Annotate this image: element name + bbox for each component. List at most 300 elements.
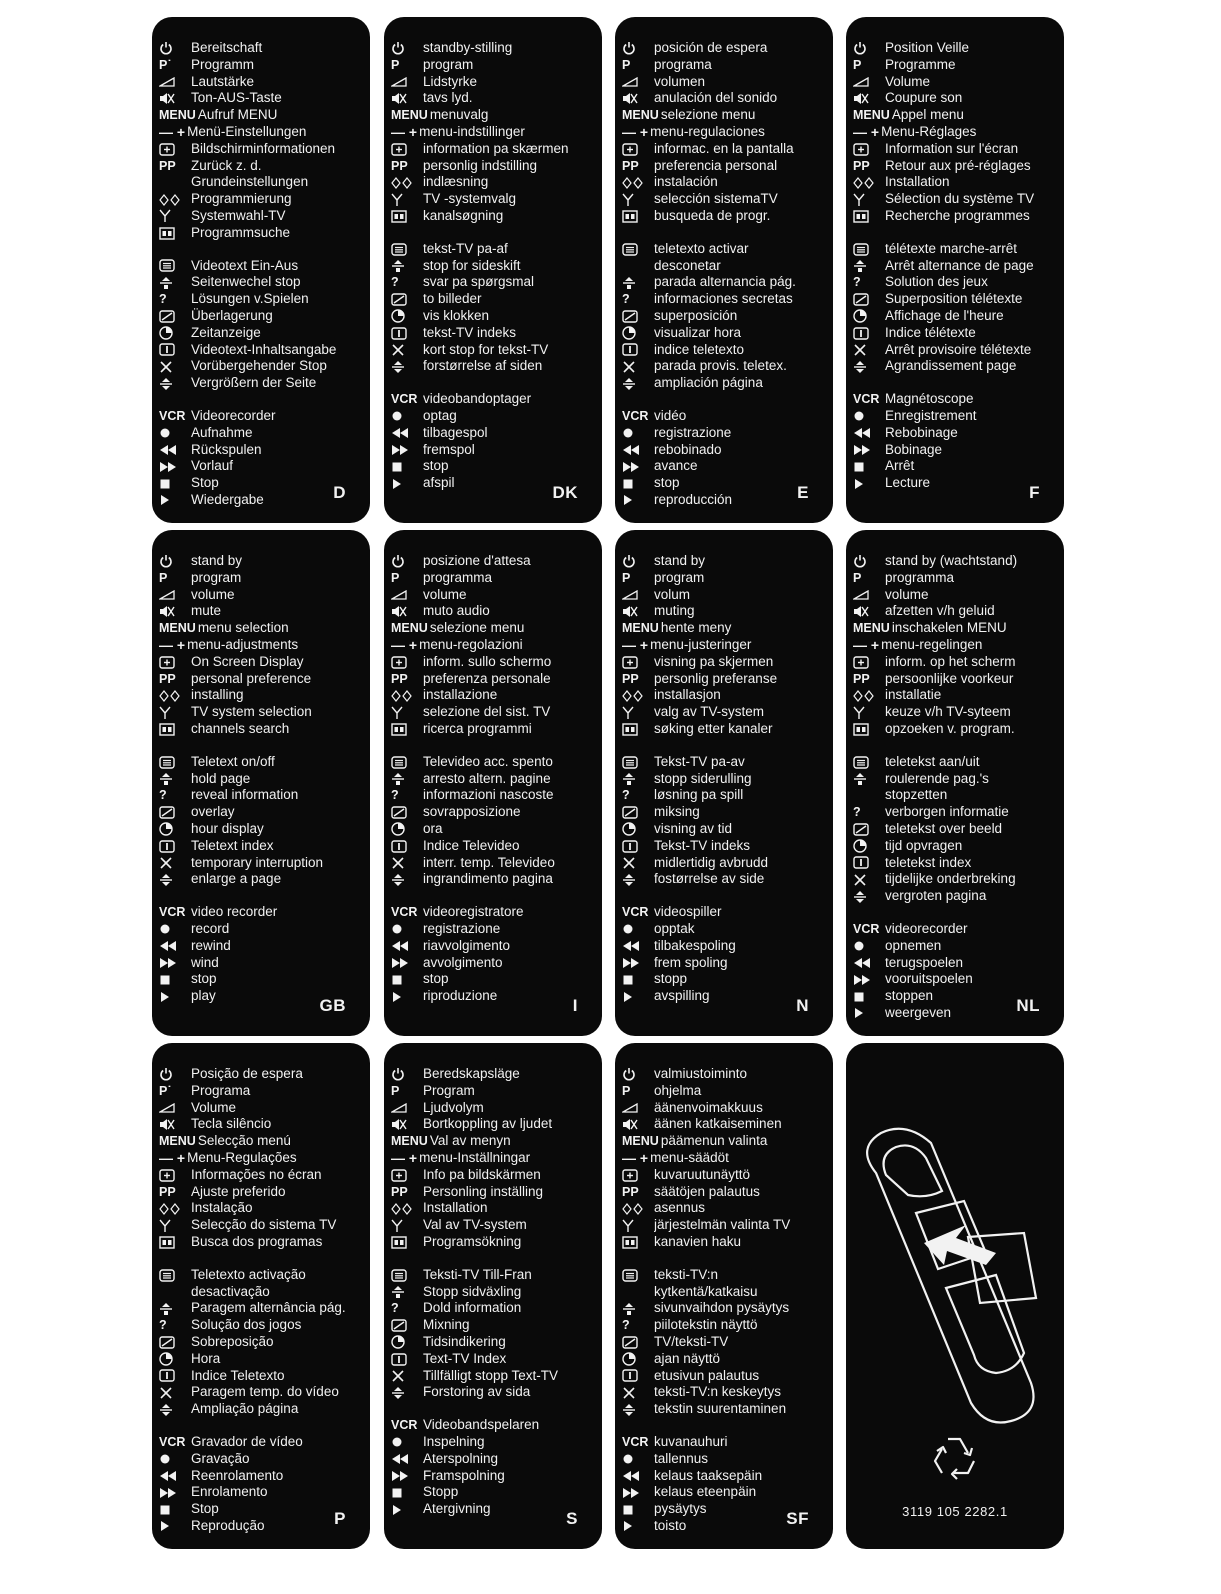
legend-label: Dold information <box>423 1300 522 1316</box>
legend-row <box>622 1200 823 1217</box>
legend-row <box>159 107 360 124</box>
wind-icon <box>622 1484 654 1501</box>
installation-icon <box>391 174 423 191</box>
legend-row <box>622 1484 823 1501</box>
legend-label: installing <box>191 687 244 703</box>
enlarge-icon <box>159 871 191 888</box>
language-code: SF <box>786 1509 809 1528</box>
legend-label: selección sistemaTV <box>654 191 778 207</box>
legend-label: afzetten v/h geluid <box>885 603 995 619</box>
legend-label: busqueda de progr. <box>654 207 771 223</box>
legend-row <box>622 458 823 475</box>
stop-icon <box>853 988 885 1005</box>
overlay-icon <box>391 804 423 821</box>
power-icon <box>159 40 191 57</box>
legend-label: asennus <box>654 1200 706 1216</box>
legend-label: Menü-Einstellungen <box>187 123 307 139</box>
legend-row <box>622 1334 823 1351</box>
legend-row <box>391 342 592 359</box>
legend-row <box>853 107 1054 124</box>
legend-label: Ljudvolym <box>423 1099 484 1115</box>
play-icon <box>159 1518 191 1535</box>
overlay-icon <box>159 804 191 821</box>
legend-row <box>853 637 1054 654</box>
legend-label: tekst-TV pa-af <box>423 240 508 256</box>
section-gap <box>391 1251 592 1267</box>
legend-row <box>159 1150 360 1167</box>
legend-row <box>159 124 360 141</box>
mute-icon <box>622 1116 654 1133</box>
legend-label: tavs lyd. <box>423 90 473 106</box>
legend-label: Val av TV-system <box>423 1217 527 1233</box>
legend-row <box>159 1401 360 1418</box>
legend-row <box>622 838 823 855</box>
legend-row <box>622 620 823 637</box>
legend-label: Superposition télétexte <box>885 291 1023 307</box>
legend-row <box>159 721 360 738</box>
legend-label: Recherche programmes <box>885 207 1030 223</box>
hold-page-icon <box>391 1284 423 1301</box>
interrupt-icon <box>159 855 191 872</box>
legend-row <box>622 342 823 359</box>
channel-search-icon <box>391 208 423 225</box>
stop-icon <box>391 971 423 988</box>
legend-row <box>622 241 823 258</box>
legend-label: Programsökning <box>423 1233 522 1249</box>
tv-system-icon <box>391 191 423 208</box>
enlarge-icon <box>159 375 191 392</box>
legend-label: Lösungen v.Spielen <box>191 291 309 307</box>
legend-label: videoregistratore <box>423 904 524 920</box>
teletext-icon <box>622 754 654 771</box>
legend-label: teksti-TV:n keskeytys <box>654 1384 782 1400</box>
rewind-icon <box>391 425 423 442</box>
legend-label: overlay <box>191 804 235 820</box>
legend-row <box>622 308 823 325</box>
legend-label: teletexto activar <box>654 240 749 256</box>
personal-preference-icon: PP <box>159 671 176 686</box>
legend-row <box>622 1434 823 1451</box>
legend-label: Gravador de vídeo <box>191 1433 303 1449</box>
legend-label: arresto altern. pagine <box>423 770 551 786</box>
legend-row <box>622 1234 823 1251</box>
teletext-index-icon <box>159 342 191 359</box>
legend-row <box>159 821 360 838</box>
clock-icon <box>391 308 423 325</box>
legend-row <box>391 208 592 225</box>
section-gap <box>622 1251 823 1267</box>
legend-label: Bildschirminformationen <box>191 140 336 156</box>
play-icon <box>391 1501 423 1518</box>
legend-label: Mixning <box>423 1317 470 1333</box>
on-screen-display-icon <box>622 654 654 671</box>
legend-row <box>853 871 1054 888</box>
legend-row <box>391 587 592 604</box>
legend-row <box>159 225 360 242</box>
legend-label: piilotekstin näyttö <box>654 1317 758 1333</box>
section-gap <box>622 738 823 754</box>
personal-preference-icon: PP <box>159 158 176 173</box>
legend-label: vergroten pagina <box>885 888 987 904</box>
volume-icon <box>622 587 654 604</box>
legend-label: volumen <box>654 73 706 89</box>
legend-label: midlertidig avbrudd <box>654 854 769 870</box>
legend-label: vooruitspoelen <box>885 971 973 987</box>
legend-row <box>622 721 823 738</box>
legend-label: Appel menu <box>891 107 964 123</box>
legend-label: menu-regulaciones <box>650 123 765 139</box>
tv-system-icon <box>622 1217 654 1234</box>
language-code: GB <box>319 996 346 1015</box>
legend-label: preferenza personale <box>423 670 551 686</box>
legend-label: Vorlauf <box>191 458 234 474</box>
teletext-index-icon <box>159 838 191 855</box>
legend-row <box>391 1317 592 1334</box>
legend-label: Paragem temp. do vídeo <box>191 1384 339 1400</box>
legend-row <box>159 771 360 788</box>
teletext-icon <box>622 241 654 258</box>
legend-row <box>159 1434 360 1451</box>
legend-row <box>159 375 360 392</box>
legend-row <box>159 871 360 888</box>
hold-page-icon <box>391 258 423 275</box>
legend-row <box>853 787 1054 804</box>
legend-label: stop <box>654 475 680 491</box>
hold-page-icon <box>159 1300 191 1317</box>
legend-label: informaciones secretas <box>654 291 793 307</box>
on-screen-display-icon <box>853 654 885 671</box>
legend-row <box>853 408 1054 425</box>
legend-label: visualizar hora <box>654 324 742 340</box>
legend-label: tekst-TV indeks <box>423 324 517 340</box>
legend-row <box>159 1351 360 1368</box>
legend-label: indlæsning <box>423 174 489 190</box>
hold-page-icon <box>853 258 885 275</box>
legend-label: ora <box>423 820 443 836</box>
menu-icon: MENU <box>159 621 196 636</box>
menu-icon: MENU <box>391 108 428 123</box>
legend-row <box>159 458 360 475</box>
legend-row <box>159 603 360 620</box>
legend-label: menu-regolazioni <box>419 636 523 652</box>
legend-row <box>391 855 592 872</box>
stop-icon <box>622 475 654 492</box>
wind-icon <box>159 1484 191 1501</box>
part-number: 3119 105 2282.1 <box>902 1504 1008 1519</box>
legend-row <box>391 1368 592 1385</box>
indent-spacer <box>622 1284 654 1301</box>
volume-icon <box>159 74 191 91</box>
legend-row <box>159 342 360 359</box>
legend-row <box>391 1300 592 1317</box>
legend-row <box>853 274 1054 291</box>
legend-label: stoppen <box>885 988 934 1004</box>
legend-row <box>622 855 823 872</box>
program-icon: P <box>391 57 400 72</box>
legend-label: Selecção do sistema TV <box>191 1217 337 1233</box>
legend-label: Reenrolamento <box>191 1467 284 1483</box>
legend-label: wind <box>191 954 219 970</box>
legend-label: Programmsuche <box>191 224 291 240</box>
installation-icon <box>622 1200 654 1217</box>
on-screen-display-icon <box>391 141 423 158</box>
legend-row <box>391 1133 592 1150</box>
legend-label: pysäytys <box>654 1501 707 1517</box>
legend-label: inform. sullo schermo <box>423 653 552 669</box>
legend-row <box>391 687 592 704</box>
legend-row <box>391 1451 592 1468</box>
legend-label: Bortkoppling av ljudet <box>423 1116 553 1132</box>
mute-icon <box>853 90 885 107</box>
legend-label: TV -systemvalg <box>423 191 517 207</box>
record-icon <box>853 938 885 955</box>
legend-row <box>159 838 360 855</box>
legend-row <box>159 671 360 688</box>
legend-label: Tidsindikering <box>423 1333 506 1349</box>
wind-icon <box>159 458 191 475</box>
legend-row <box>622 90 823 107</box>
on-screen-display-icon <box>391 654 423 671</box>
hold-page-icon <box>159 274 191 291</box>
teletext-icon <box>853 241 885 258</box>
legend-row <box>622 1468 823 1485</box>
legend-card-p <box>152 1043 370 1549</box>
legend-row <box>391 553 592 570</box>
legend-label: selezione menu <box>429 620 525 636</box>
legend-row <box>391 671 592 688</box>
legend-label: Informações no écran <box>191 1166 322 1182</box>
legend-row <box>159 1217 360 1234</box>
legend-label: tallennus <box>654 1450 709 1466</box>
enlarge-icon <box>622 871 654 888</box>
legend-row <box>853 325 1054 342</box>
section-gap <box>622 392 823 408</box>
legend-card-i <box>384 530 602 1036</box>
legend-label: Wiedergabe <box>191 491 264 507</box>
volume-icon <box>622 74 654 91</box>
indent-spacer <box>622 258 654 275</box>
teletext-icon <box>622 1267 654 1284</box>
reveal-icon: ? <box>853 805 861 820</box>
personal-preference-icon: PP <box>853 158 870 173</box>
legend-label: menu selection <box>197 620 289 636</box>
legend-row <box>159 425 360 442</box>
stop-icon <box>853 458 885 475</box>
legend-label: terugspoelen <box>885 954 964 970</box>
legend-card-s <box>384 1043 602 1549</box>
legend-label: kuvanauhuri <box>654 1433 728 1449</box>
language-code: DK <box>552 483 578 502</box>
legend-row <box>622 1284 823 1301</box>
legend-row <box>159 1066 360 1083</box>
clock-icon <box>853 838 885 855</box>
legend-row <box>159 620 360 637</box>
legend-label: Aterspolning <box>423 1450 499 1466</box>
legend-label: preferencia personal <box>654 157 778 173</box>
legend-label: registrazione <box>423 920 501 936</box>
legend-row <box>622 787 823 804</box>
interrupt-icon <box>391 855 423 872</box>
legend-row <box>391 921 592 938</box>
legend-label: Installation <box>423 1200 488 1216</box>
legend-row <box>622 191 823 208</box>
legend-row <box>391 1434 592 1451</box>
legend-row <box>853 938 1054 955</box>
legend-label: Televideo acc. spento <box>423 753 553 769</box>
legend-row <box>391 1267 592 1284</box>
legend-row <box>622 570 823 587</box>
legend-label: programma <box>885 569 955 585</box>
legend-card-e <box>615 17 833 523</box>
personal-preference-icon: PP <box>622 1184 639 1199</box>
wind-icon <box>391 442 423 459</box>
play-icon <box>853 475 885 492</box>
on-screen-display-icon <box>853 141 885 158</box>
enlarge-icon <box>853 888 885 905</box>
menu-adjust-icon: — + <box>391 636 418 653</box>
menu-icon: MENU <box>159 1134 196 1149</box>
legend-label: Volume <box>885 73 931 89</box>
legend-row <box>159 704 360 721</box>
personal-preference-icon: PP <box>391 671 408 686</box>
legend-label: play <box>191 988 216 1004</box>
tv-system-icon <box>159 1217 191 1234</box>
legend-label: teletekst over beeld <box>885 820 1003 836</box>
legend-row <box>622 57 823 74</box>
legend-label: inschakelen MENU <box>891 620 1007 636</box>
rewind-icon <box>159 1468 191 1485</box>
menu-icon: MENU <box>622 1134 659 1149</box>
rewind-icon <box>622 1468 654 1485</box>
legend-label: äänenvoimakkuus <box>654 1099 763 1115</box>
channel-search-icon <box>159 721 191 738</box>
legend-label: teksti-TV:n <box>654 1266 719 1282</box>
legend-row <box>622 637 823 654</box>
legend-label: installasjon <box>654 687 721 703</box>
legend-row <box>622 671 823 688</box>
enlarge-icon <box>622 375 654 392</box>
program-icon: P <box>159 570 168 585</box>
menu-adjust-icon: — + <box>853 636 880 653</box>
legend-label: program <box>423 56 474 72</box>
record-icon <box>159 425 191 442</box>
power-icon <box>853 40 885 57</box>
legend-row <box>391 754 592 771</box>
interrupt-icon <box>159 358 191 375</box>
legend-label: desconetar <box>654 257 721 273</box>
power-icon <box>391 40 423 57</box>
volume-icon <box>159 1100 191 1117</box>
legend-label: programma <box>423 569 493 585</box>
legend-row <box>853 921 1054 938</box>
enlarge-icon <box>391 358 423 375</box>
legend-row <box>622 258 823 275</box>
legend-label: Solução dos jogos <box>191 1317 302 1333</box>
legend-label: Aufnahme <box>191 424 253 440</box>
section-gap <box>159 1251 360 1267</box>
legend-card-d <box>152 17 370 523</box>
legend-row <box>853 74 1054 91</box>
legend-row <box>853 308 1054 325</box>
legend-row <box>159 553 360 570</box>
legend-label: information pa skærmen <box>423 140 569 156</box>
language-code: N <box>796 996 809 1015</box>
legend-row <box>159 904 360 921</box>
legend-label: desactivação <box>191 1283 270 1299</box>
clock-icon <box>622 821 654 838</box>
legend-row <box>391 57 592 74</box>
section-gap <box>159 392 360 408</box>
legend-label: rebobinado <box>654 441 722 457</box>
section-gap <box>391 888 592 904</box>
menu-adjust-icon: — + <box>391 1149 418 1166</box>
play-icon <box>391 475 423 492</box>
legend-label: Tekst-TV indeks <box>654 837 751 853</box>
menu-adjust-icon: — + <box>622 123 649 140</box>
legend-row <box>853 40 1054 57</box>
legend-label: persoonlijke voorkeur <box>885 670 1014 686</box>
play-icon <box>159 988 191 1005</box>
legend-row <box>853 553 1054 570</box>
legend-card-n <box>615 530 833 1036</box>
legend-label: keuze v/h TV-syteem <box>885 704 1011 720</box>
legend-label: Sélection du système TV <box>885 191 1035 207</box>
legend-label: stand by <box>191 553 243 568</box>
legend-row <box>853 358 1054 375</box>
legend-row <box>391 90 592 107</box>
mute-icon <box>159 1116 191 1133</box>
legend-label: forstørrelse af siden <box>423 358 543 374</box>
clock-icon <box>853 308 885 325</box>
reveal-icon: ? <box>622 1318 630 1333</box>
legend-row <box>159 754 360 771</box>
legend-label: mute <box>191 603 222 619</box>
legend-label: Programm <box>191 56 255 72</box>
stop-icon <box>159 475 191 492</box>
legend-row <box>159 1267 360 1284</box>
tv-system-icon <box>159 704 191 721</box>
record-icon <box>853 408 885 425</box>
legend-row <box>853 620 1054 637</box>
legend-row <box>853 603 1054 620</box>
legend-row <box>391 570 592 587</box>
legend-label: parada alternancia pág. <box>654 274 796 290</box>
legend-label: Reprodução <box>191 1517 265 1533</box>
rewind-icon <box>622 938 654 955</box>
menu-adjust-icon: — + <box>391 123 418 140</box>
menu-icon: MENU <box>391 621 428 636</box>
legend-row <box>391 938 592 955</box>
legend-row <box>622 425 823 442</box>
teletext-index-icon <box>853 855 885 872</box>
legend-row <box>391 1384 592 1401</box>
volume-icon <box>622 1100 654 1117</box>
clock-icon <box>622 325 654 342</box>
teletext-index-icon <box>391 1351 423 1368</box>
legend-row <box>391 1184 592 1201</box>
legend-card-nl <box>846 530 1064 1036</box>
program-icon: P <box>391 1083 400 1098</box>
play-icon <box>622 988 654 1005</box>
legend-label: avvolgimento <box>423 954 503 970</box>
hold-page-icon <box>853 771 885 788</box>
reveal-icon: ? <box>159 292 167 307</box>
menu-adjust-icon: — + <box>159 636 186 653</box>
program-icon: P <box>391 570 400 585</box>
legend-label: Lecture <box>885 475 931 491</box>
legend-label: Arrêt alternance de page <box>885 257 1034 273</box>
legend-row <box>159 637 360 654</box>
